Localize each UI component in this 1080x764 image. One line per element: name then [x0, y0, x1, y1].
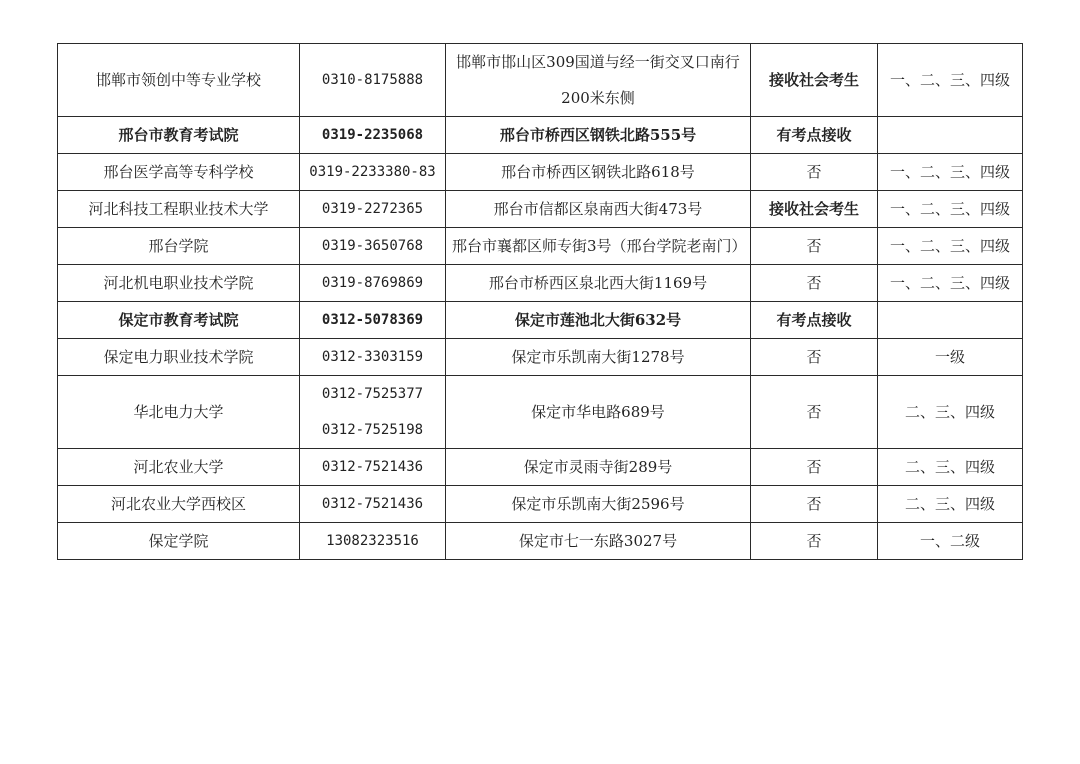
address-cell: 保定市莲池北大街632号: [446, 302, 751, 339]
phone-cell: 0319-2235068: [300, 117, 446, 154]
accept-cell: 否: [751, 486, 878, 523]
school-name-cell: 保定学院: [58, 523, 300, 560]
phone-line: 0312-7525377: [321, 386, 424, 402]
address-cell: 保定市七一东路3027号: [446, 523, 751, 560]
address-cell: 保定市乐凯南大街1278号: [446, 339, 751, 376]
address-cell: 保定市乐凯南大街2596号: [446, 486, 751, 523]
table-row: [58, 302, 1023, 339]
table-row: [58, 265, 1023, 302]
address-cell: 邢台市信都区泉南西大街473号: [446, 191, 751, 228]
school-name-cell: 河北农业大学西校区: [58, 486, 300, 523]
levels-cell: 一、二级: [878, 523, 1023, 560]
school-name-cell: 河北机电职业技术学院: [58, 265, 300, 302]
address-cell: 邢台市桥西区泉北西大街1169号: [446, 265, 751, 302]
phone-cell: 0319-3650768: [300, 228, 446, 265]
address-cell: 保定市华电路689号: [446, 376, 751, 449]
phone-cell: 0319-8769869: [300, 265, 446, 302]
accept-cell: 接收社会考生: [751, 44, 878, 117]
table-row: [58, 154, 1023, 191]
accept-cell: 否: [751, 265, 878, 302]
accept-cell: 否: [751, 228, 878, 265]
table-row: [58, 117, 1023, 154]
phone-cell: 0319-2272365: [300, 191, 446, 228]
school-name-cell: 邢台市教育考试院: [58, 117, 300, 154]
phone-cell: 0312-3303159: [300, 339, 446, 376]
table-row: [58, 523, 1023, 560]
accept-cell: 否: [751, 449, 878, 486]
address-cell: 保定市灵雨寺街289号: [446, 449, 751, 486]
accept-cell: 否: [751, 376, 878, 449]
levels-cell: 二、三、四级: [878, 376, 1023, 449]
phone-cell: 0312-7521436: [300, 486, 446, 523]
table-row: [58, 44, 1023, 117]
address-cell: 邢台市襄都区师专街3号（邢台学院老南门）: [446, 228, 751, 265]
levels-cell: 一、二、三、四级: [878, 154, 1023, 191]
table-row: [58, 486, 1023, 523]
accept-cell: 接收社会考生: [751, 191, 878, 228]
phone-cell: 0319-2233380-83: [300, 154, 446, 191]
school-name-cell: 河北农业大学: [58, 449, 300, 486]
school-name-cell: 邯郸市领创中等专业学校: [58, 44, 300, 117]
accept-cell: 否: [751, 339, 878, 376]
phone-cell: [300, 376, 446, 449]
school-name-cell: 河北科技工程职业技术大学: [58, 191, 300, 228]
table-row: [58, 449, 1023, 486]
address-cell: 邢台市桥西区钢铁北路555号: [446, 117, 751, 154]
phone-cell: 0310-8175888: [300, 44, 446, 117]
accept-cell: 否: [751, 523, 878, 560]
school-name-cell: 华北电力大学: [58, 376, 300, 449]
levels-cell: 二、三、四级: [878, 486, 1023, 523]
accept-cell: 否: [751, 154, 878, 191]
levels-cell: 一级: [878, 339, 1023, 376]
table-row: [58, 339, 1023, 376]
table-row: [58, 376, 1023, 449]
levels-cell: 二、三、四级: [878, 449, 1023, 486]
table-row: [58, 191, 1023, 228]
school-name-cell: 邢台医学高等专科学校: [58, 154, 300, 191]
levels-cell: [878, 117, 1023, 154]
school-name-cell: 保定市教育考试院: [58, 302, 300, 339]
levels-cell: 一、二、三、四级: [878, 191, 1023, 228]
accept-cell: 有考点接收: [751, 117, 878, 154]
exam-site-table: [57, 43, 1023, 560]
phone-cell: 13082323516: [300, 523, 446, 560]
accept-cell: 有考点接收: [751, 302, 878, 339]
levels-cell: [878, 302, 1023, 339]
levels-cell: 一、二、三、四级: [878, 228, 1023, 265]
phone-cell: 0312-7521436: [300, 449, 446, 486]
table-row: [58, 228, 1023, 265]
school-name-cell: 邢台学院: [58, 228, 300, 265]
phone-line: 0312-7525198: [321, 422, 424, 438]
phone-cell: 0312-5078369: [300, 302, 446, 339]
address-cell: 邢台市桥西区钢铁北路618号: [446, 154, 751, 191]
levels-cell: 一、二、三、四级: [878, 265, 1023, 302]
levels-cell: 一、二、三、四级: [878, 44, 1023, 117]
address-cell: 邯郸市邯山区309国道与经一街交叉口南行200米东侧: [446, 44, 751, 117]
school-name-cell: 保定电力职业技术学院: [58, 339, 300, 376]
